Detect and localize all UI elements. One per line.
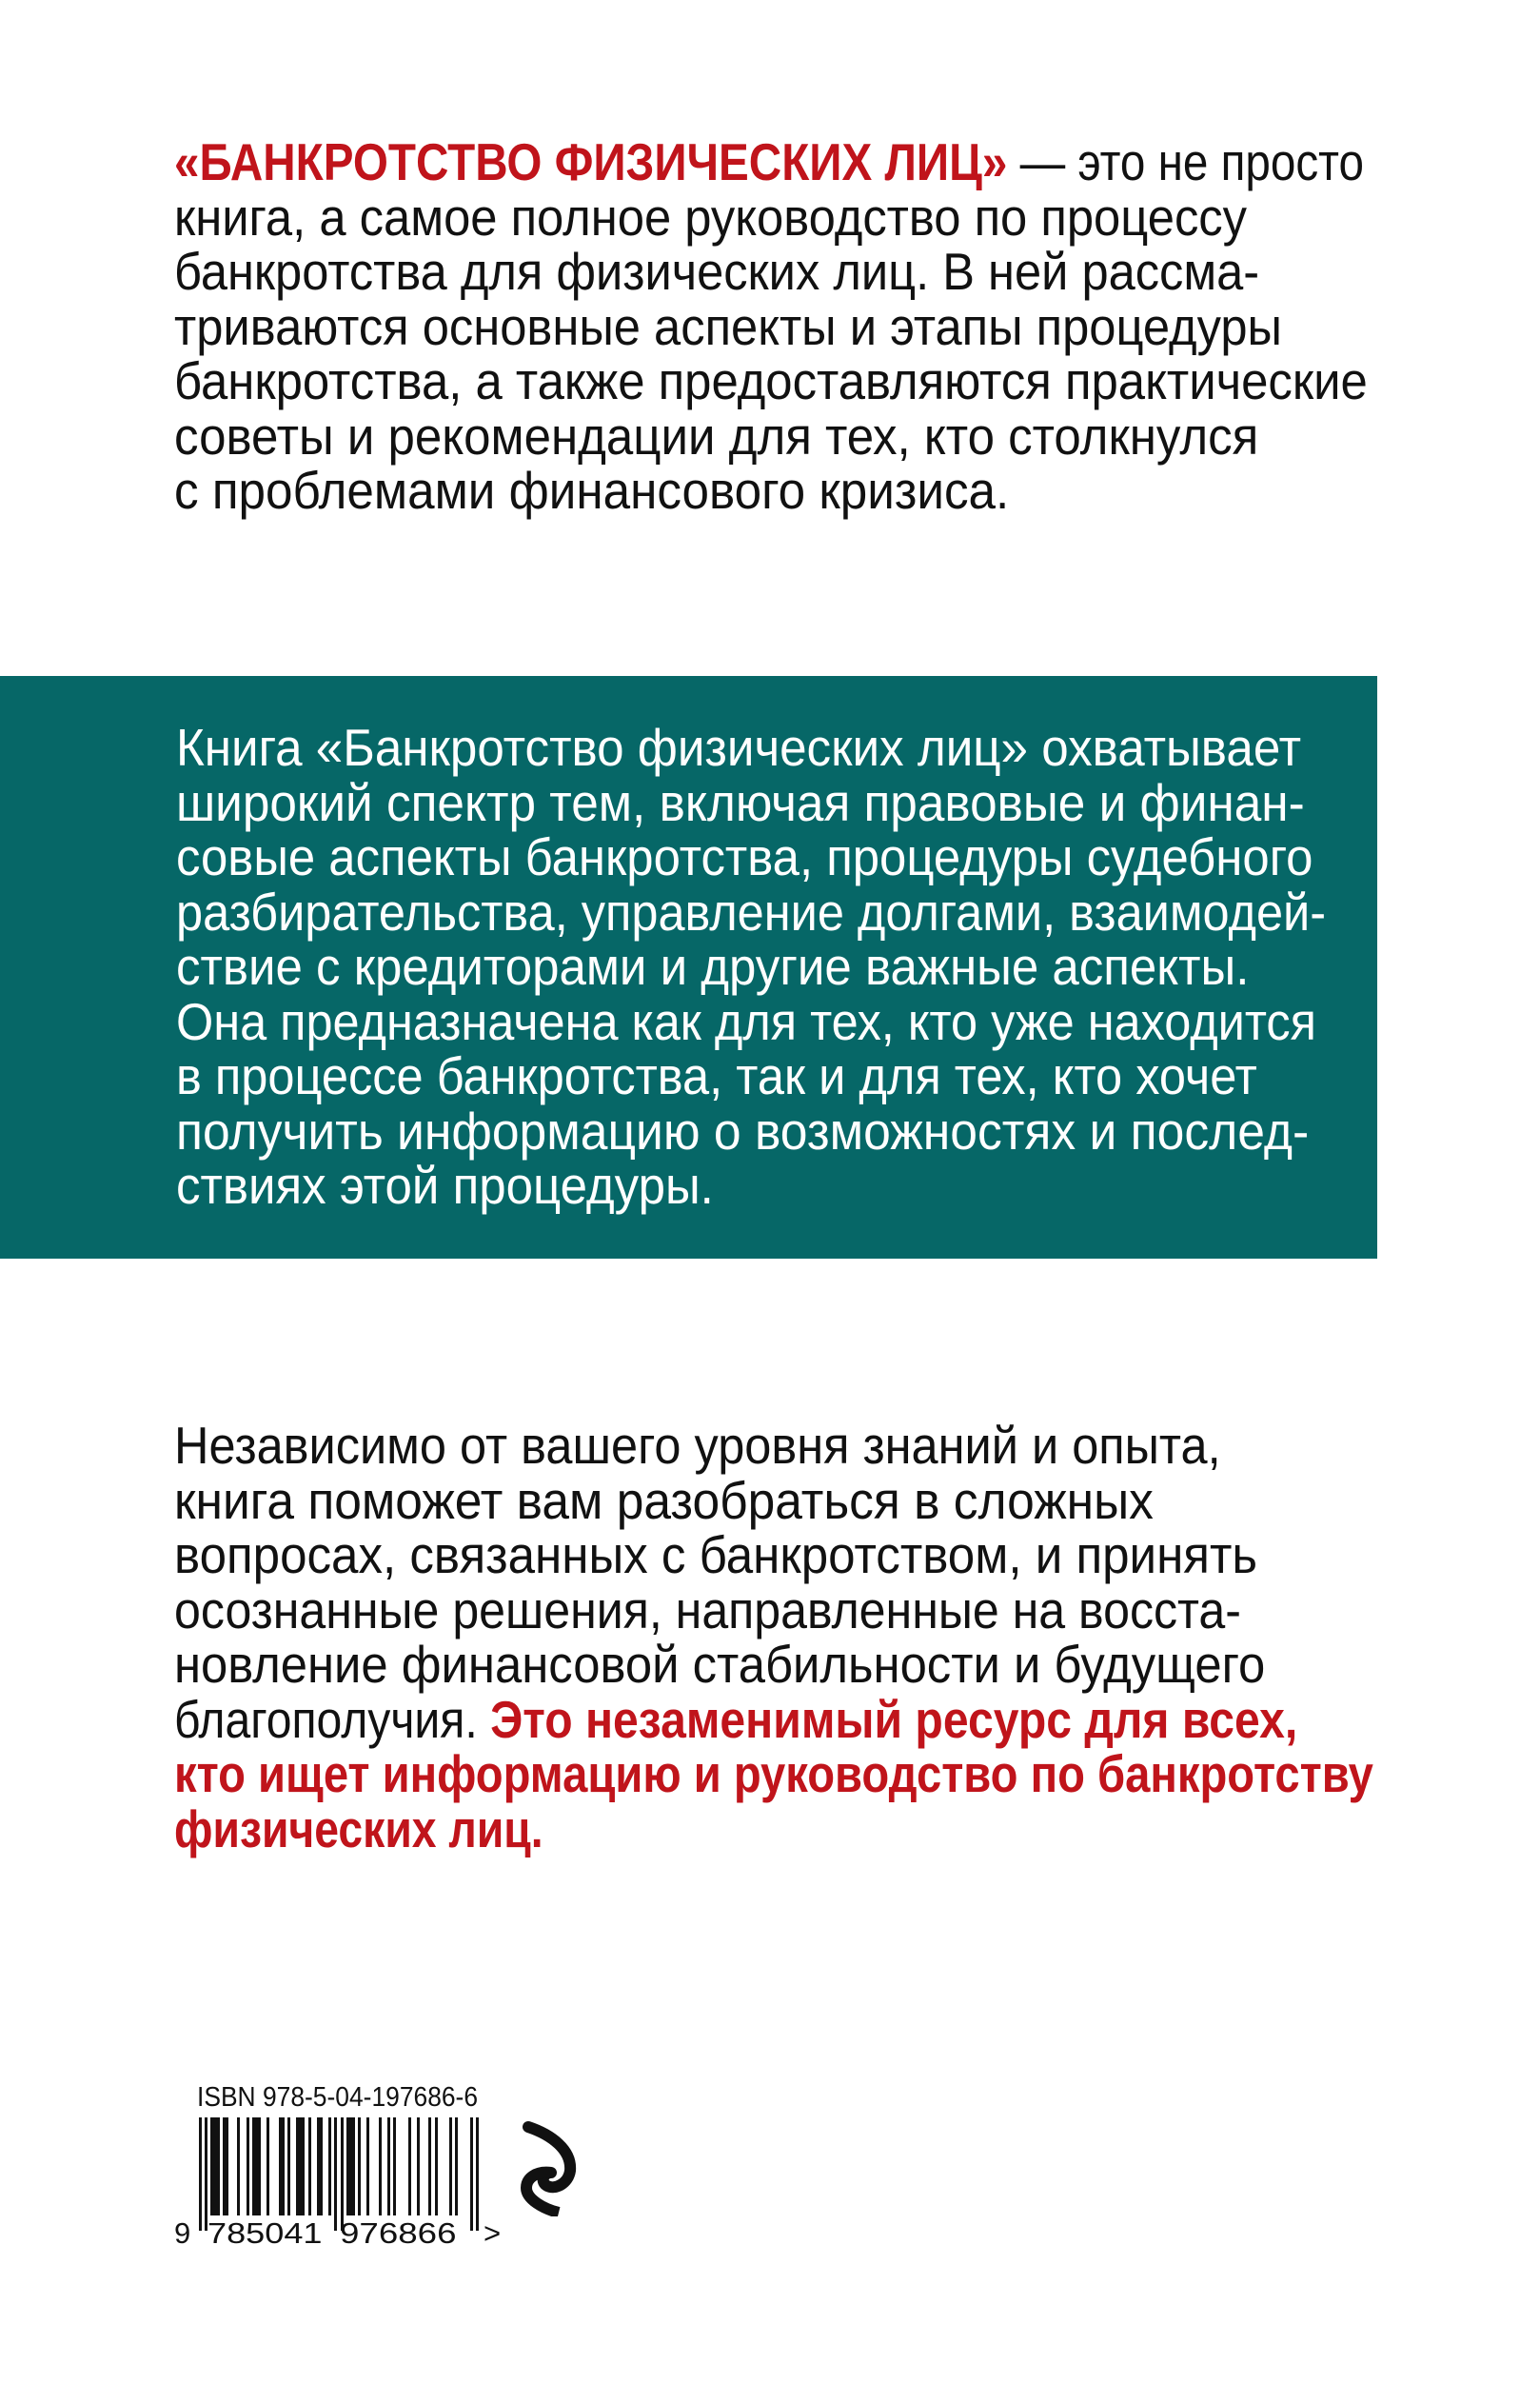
- closing-line: [174, 1470, 1154, 1530]
- highlight-box-line: [176, 1101, 1310, 1161]
- closing-line: [174, 1579, 1241, 1639]
- body-text: ствиях этой процедуры.: [176, 1156, 714, 1215]
- barcode-bar: [428, 2117, 431, 2215]
- barcode-bar: [328, 2117, 331, 2215]
- body-text: советы и рекомендации для тех, кто столкнулся: [174, 406, 1259, 466]
- barcode-bar: [247, 2117, 249, 2215]
- barcode-bar: [308, 2117, 311, 2215]
- highlighted-text: физических лиц.: [174, 1798, 543, 1858]
- barcode-digits-left: 785041: [207, 2216, 323, 2250]
- barcode-bar: [449, 2117, 452, 2215]
- eksmo-swirl-logo-icon: [519, 2121, 580, 2216]
- intro-line: [174, 461, 1010, 520]
- barcode-bar: [393, 2117, 396, 2215]
- highlight-box-line: [176, 937, 1250, 996]
- highlighted-text: Это незаменимый ресурс для всех,: [490, 1689, 1298, 1749]
- barcode-bar: [358, 2117, 361, 2215]
- intro-line: [174, 187, 1248, 247]
- body-text: триваются основные аспекты и этапы процедуры: [174, 296, 1282, 356]
- body-text: в процессе банкротства, так и для тех, кто хочет: [176, 1046, 1257, 1105]
- closing-line: [174, 1525, 1257, 1584]
- barcode-bar: [341, 2117, 344, 2231]
- barcode-bar: [237, 2117, 240, 2215]
- barcode-bar: [334, 2117, 337, 2231]
- closing-line: [174, 1798, 543, 1858]
- intro-line: [174, 406, 1259, 466]
- body-text: книга, а самое полное руководство по процессу: [174, 187, 1248, 247]
- barcode-bar: [287, 2117, 290, 2215]
- barcode-bar: [279, 2117, 285, 2215]
- highlight-box-line: [176, 1156, 714, 1215]
- barcode-bar: [252, 2117, 261, 2215]
- barcode: [199, 2117, 479, 2232]
- body-text: книга поможет вам разобраться в сложных: [174, 1470, 1154, 1530]
- isbn-label: ISBN 978-5-04-197686-6: [197, 2082, 479, 2113]
- intro-line: [174, 132, 1364, 191]
- closing-line: [174, 1689, 1298, 1749]
- highlighted-text: «БАНКРОТСТВО ФИЗИЧЕСКИХ ЛИЦ»: [174, 132, 1008, 191]
- barcode-bar: [417, 2117, 420, 2215]
- closing-line: [174, 1744, 1373, 1803]
- barcode-bar: [455, 2117, 458, 2215]
- body-text: совые аспекты банкротства, процедуры судебного: [176, 827, 1313, 886]
- barcode-quiet-zone-marker: >: [484, 2216, 502, 2250]
- highlight-box-line: [176, 827, 1313, 886]
- body-text: Независимо от вашего уровня знаний и опыта,: [174, 1416, 1221, 1475]
- body-text: банкротства для физических лиц. В ней рассма-: [174, 242, 1260, 301]
- barcode-digit-first: 9: [174, 2216, 191, 2250]
- barcode-bar: [470, 2117, 473, 2231]
- barcode-bar: [476, 2117, 479, 2231]
- body-text: осознанные решения, направленные на восста-: [174, 1579, 1241, 1639]
- body-text: банкротства, а также предоставляются практические: [174, 351, 1368, 410]
- barcode-digits-right: 976866: [340, 2216, 457, 2250]
- barcode-bar: [199, 2117, 202, 2231]
- barcode-bar: [296, 2117, 305, 2215]
- body-text: широкий спектр тем, включая правовые и финан-: [176, 772, 1305, 832]
- highlight-box-line: [176, 882, 1327, 942]
- barcode-bar: [317, 2117, 323, 2215]
- body-text: — это не просто: [1007, 132, 1364, 191]
- barcode-bar: [223, 2117, 228, 2215]
- body-text: Она предназначена как для тех, кто уже находится: [176, 991, 1316, 1051]
- highlight-box-line: [176, 718, 1301, 777]
- body-text: вопросах, связанных с банкротством, и принять: [174, 1525, 1257, 1584]
- barcode-bar: [366, 2117, 369, 2215]
- barcode-bar: [387, 2117, 390, 2215]
- body-text: Книга «Банкротство физических лиц» охватывает: [176, 718, 1301, 777]
- body-text: получить информацию о возможностях и послед-: [176, 1101, 1310, 1161]
- body-text: благополучия.: [174, 1689, 491, 1749]
- intro-line: [174, 296, 1282, 356]
- barcode-bar: [408, 2117, 411, 2215]
- barcode-bar: [379, 2117, 382, 2215]
- body-text: с проблемами финансового кризиса.: [174, 461, 1010, 520]
- intro-line: [174, 351, 1368, 410]
- closing-line: [174, 1635, 1266, 1694]
- body-text: ствие с кредиторами и другие важные аспекты.: [176, 937, 1250, 996]
- highlight-box-line: [176, 991, 1316, 1051]
- highlight-box-line: [176, 1046, 1257, 1105]
- highlighted-text: кто ищет информацию и руководство по банкротству: [174, 1744, 1373, 1803]
- intro-line: [174, 242, 1260, 301]
- barcode-bar: [205, 2117, 207, 2231]
- body-text: новление финансовой стабильности и будущего: [174, 1635, 1266, 1694]
- barcode-bar: [267, 2117, 269, 2215]
- barcode-bar: [210, 2117, 219, 2215]
- barcode-bar: [435, 2117, 438, 2215]
- closing-line: [174, 1416, 1221, 1475]
- barcode-bar: [346, 2117, 355, 2215]
- highlight-box-line: [176, 772, 1305, 832]
- body-text: разбирательства, управление долгами, взаимодей-: [176, 882, 1327, 942]
